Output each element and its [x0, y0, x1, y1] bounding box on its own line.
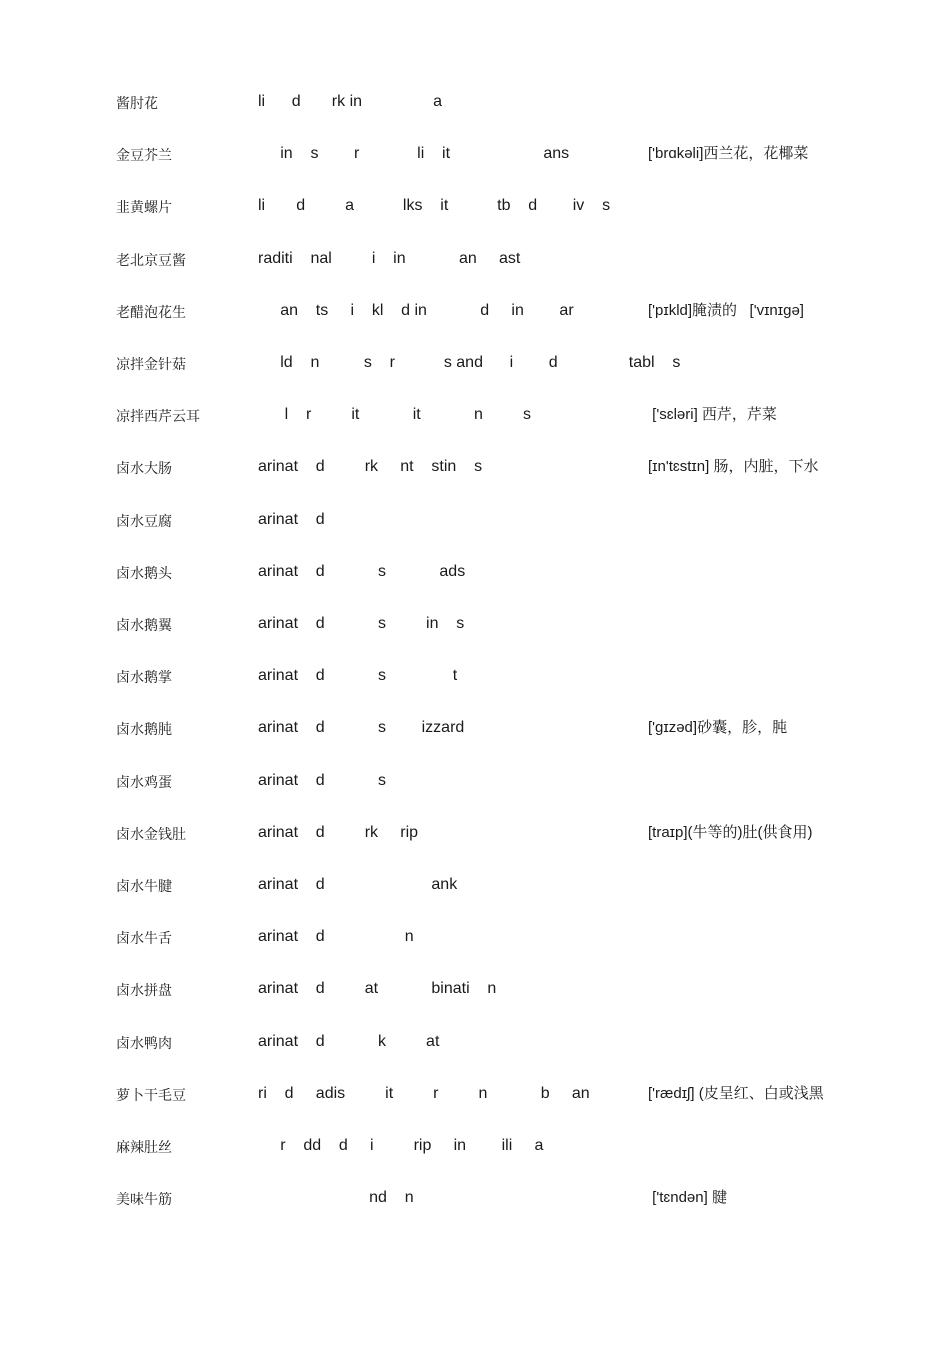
pronunciation-note: ['rædɪʃ] (皮呈红、白或浅黑	[648, 1085, 824, 1102]
english-translation: in s r li it ans	[258, 145, 570, 162]
english-translation: arinat d n	[258, 928, 414, 945]
english-translation: arinat d at binati n	[258, 980, 497, 997]
dish-name: 酱肘花	[116, 95, 158, 111]
english-translation: arinat d ank	[258, 876, 458, 893]
glossary-row	[0, 819, 950, 849]
dish-name: 卤水牛舌	[116, 930, 172, 946]
glossary-row	[0, 506, 950, 536]
glossary-row	[0, 401, 950, 431]
english-translation: li d a lks it tb d iv s	[258, 197, 611, 214]
dish-name: 老北京豆酱	[116, 252, 186, 268]
pronunciation-note: ['sɛləri] 西芹，芹菜	[648, 406, 777, 423]
english-translation: arinat d s t	[258, 667, 458, 684]
glossary-row	[0, 192, 950, 222]
dish-name: 韭黄螺片	[116, 199, 172, 215]
dish-name: 卤水鹅掌	[116, 669, 172, 685]
dish-name: 卤水金钱肚	[116, 826, 186, 842]
dish-name: 卤水鸡蛋	[116, 774, 172, 790]
dish-name: 卤水鸭肉	[116, 1035, 172, 1051]
english-translation: r dd d i rip in ili a	[258, 1137, 544, 1154]
english-translation: ld n s r s and i d tabl s	[258, 354, 681, 371]
glossary-row	[0, 975, 950, 1005]
english-translation: l r it it n s	[258, 406, 531, 423]
glossary-row	[0, 453, 950, 483]
glossary-row	[0, 871, 950, 901]
english-translation: arinat d	[258, 511, 325, 528]
dish-name: 金豆芥兰	[116, 147, 172, 163]
glossary-row	[0, 349, 950, 379]
english-translation: nd n	[258, 1189, 414, 1206]
pronunciation-note: ['tɛndən] 腱	[648, 1189, 727, 1206]
dish-name: 卤水鹅头	[116, 565, 172, 581]
english-translation: arinat d s izzard	[258, 719, 465, 736]
english-translation: arinat d k at	[258, 1033, 440, 1050]
dish-name: 卤水鹅翼	[116, 617, 172, 633]
glossary-row	[0, 297, 950, 327]
dish-name: 凉拌西芹云耳	[116, 408, 200, 424]
dish-name: 麻辣肚丝	[116, 1139, 172, 1155]
glossary-row	[0, 1184, 950, 1214]
english-translation: arinat d rk rip	[258, 824, 419, 841]
english-translation: an ts i kl d in d in ar	[258, 302, 574, 319]
glossary-row	[0, 558, 950, 588]
dish-name: 卤水豆腐	[116, 513, 172, 529]
english-translation: li d rk in a	[258, 93, 443, 110]
glossary-row	[0, 610, 950, 640]
glossary-row	[0, 662, 950, 692]
english-translation: raditi nal i in an ast	[258, 250, 521, 267]
pronunciation-note: ['gɪzəd]砂囊，胗，肫	[648, 719, 788, 736]
glossary-row	[0, 1080, 950, 1110]
glossary-row	[0, 88, 950, 118]
glossary-row	[0, 245, 950, 275]
glossary-row	[0, 767, 950, 797]
pronunciation-note: [ɪn'tɛstɪn] 肠，内脏，下水	[648, 458, 819, 475]
glossary-row	[0, 140, 950, 170]
glossary-row	[0, 1028, 950, 1058]
glossary-row	[0, 714, 950, 744]
dish-name: 凉拌金针菇	[116, 356, 186, 372]
dish-name: 萝卜干毛豆	[116, 1087, 186, 1103]
english-translation: arinat d s in s	[258, 615, 465, 632]
glossary-row	[0, 923, 950, 953]
dish-name: 卤水拼盘	[116, 982, 172, 998]
english-translation: arinat d rk nt stin s	[258, 458, 483, 475]
dish-name: 美味牛筋	[116, 1191, 172, 1207]
pronunciation-note: ['brɑkəli]西兰花，花椰菜	[648, 145, 809, 162]
english-translation: arinat d s	[258, 772, 387, 789]
english-translation: ri d adis it r n b an	[258, 1085, 590, 1102]
glossary-row	[0, 1132, 950, 1162]
pronunciation-note: [traɪp](牛等的)肚(供食用)	[648, 824, 813, 841]
pronunciation-note: ['pɪkld]腌渍的 ['vɪnɪgə]	[648, 302, 804, 319]
dish-name: 卤水牛腱	[116, 878, 172, 894]
dish-name: 卤水鹅肫	[116, 721, 172, 737]
dish-name: 卤水大肠	[116, 460, 172, 476]
english-translation: arinat d s ads	[258, 563, 466, 580]
dish-name: 老醋泡花生	[116, 304, 186, 320]
